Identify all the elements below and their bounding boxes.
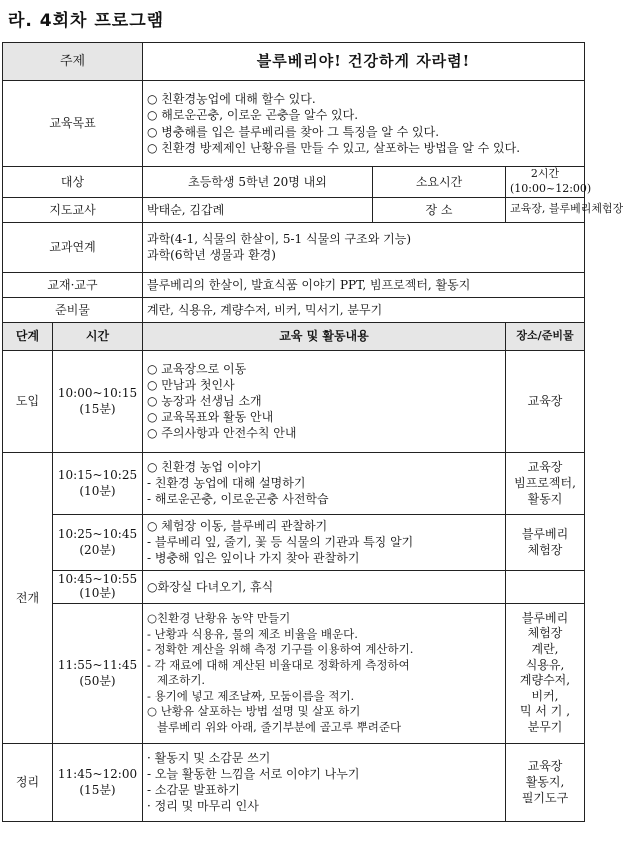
stage-cell: 전개 [3, 452, 53, 743]
content-line: - 정확한 계산을 위해 측정 기구를 이용하여 계산하기. [147, 642, 414, 657]
time-duration: (10분) [79, 484, 116, 499]
content-line: - 소감문 발표하기 [147, 783, 240, 798]
table-row [3, 452, 585, 514]
teacher-label: 지도교사 [3, 197, 143, 222]
content-line: ○ 교육목표와 활동 안내 [147, 410, 274, 425]
content-line: · 정리 및 마무리 인사 [147, 799, 259, 814]
place-cell [506, 603, 585, 743]
time-range: 10:45~10:55 [57, 571, 138, 586]
teacher-row [3, 197, 585, 222]
place-line: 분무기 [527, 719, 563, 734]
place-line: 계란, [531, 642, 559, 656]
duration-value: 2시간(10:00~12:00) [506, 167, 585, 198]
time-cell [53, 514, 143, 570]
content-line: ○ 주의사항과 안전수칙 안내 [147, 426, 297, 441]
time-range: 10:00~10:15 [57, 386, 138, 400]
col-content: 교육 및 활동내용 [143, 322, 506, 350]
content-line: · 활동지 및 소감문 쓰기 [147, 750, 271, 765]
place-line: 체험장 [527, 626, 563, 641]
col-time: 시간 [53, 322, 143, 350]
content-line: ○ 체험장 이동, 블루베리 관찰하기 [147, 518, 328, 533]
goal-item: ○ 해로운곤충, 이로운 곤충을 알수 있다. [147, 108, 359, 123]
content-line: ○ 만남과 첫인사 [147, 377, 235, 392]
content-line: - 친환경 농업에 대해 설명하기 [147, 476, 306, 491]
content-line: ○ 난황유 살포하는 방법 설명 및 살포 하기 [147, 704, 361, 719]
stage-cell: 정리 [3, 743, 53, 821]
time-duration: (50분) [79, 674, 116, 689]
content-line: ○ 교육장으로 이동 [147, 361, 247, 376]
place-line: 교육장 [527, 758, 563, 773]
content-line: - 병충해 입은 잎이나 가지 찾아 관찰하기 [147, 551, 360, 566]
stage-cell: 도입 [3, 350, 53, 452]
place-value: 교육장, 블루베리체험장 [506, 197, 585, 222]
place-line: 블루베리 [521, 527, 569, 541]
place-label: 장 소 [373, 197, 506, 222]
teacher-value: 박태순, 김갑례 [143, 197, 373, 222]
column-header-row [3, 322, 585, 350]
target-row [3, 167, 585, 198]
program-table [2, 42, 623, 822]
time-cell [53, 350, 143, 452]
place-cell [506, 350, 585, 452]
place-line: 활동지, [525, 775, 565, 790]
prep-value: 계란, 식용유, 계량수저, 비커, 믹서기, 분무기 [143, 297, 585, 322]
place-line: 믹 서 기 , [519, 704, 571, 719]
content-line: ○ 농장과 선생님 소개 [147, 394, 262, 409]
target-label: 대상 [3, 167, 143, 198]
goals-label: 교육목표 [3, 81, 143, 167]
table-row [3, 570, 585, 603]
place-line: 필기도구 [521, 791, 569, 806]
content-line: - 용기에 넣고 제조날짜, 모둠이름을 적기. [147, 688, 355, 703]
content-line: 블루베리 위와 아래, 줄기부분에 골고루 뿌려준다 [157, 719, 402, 734]
col-stage: 단계 [3, 322, 53, 350]
place-line: 교육장 [527, 394, 563, 409]
curriculum-label: 교과연계 [3, 222, 143, 272]
time-duration: (15분) [79, 783, 116, 798]
materials-row [3, 272, 585, 297]
place-cell [506, 514, 585, 570]
content-cell [143, 570, 506, 603]
time-range: 11:55~11:45 [57, 658, 138, 672]
section-heading: 라. 4회차 프로그램 [8, 11, 165, 31]
time-cell [53, 452, 143, 514]
time-cell [53, 603, 143, 743]
place-line: 블루베리 [521, 610, 569, 625]
time-duration: (10분) [79, 585, 116, 600]
content-line: - 오늘 활동한 느낌을 서로 이야기 나누기 [147, 767, 360, 781]
place-line: 활동지 [527, 492, 563, 507]
place-line: 체험장 [527, 543, 563, 558]
content-cell [143, 514, 506, 570]
place-line: 식용유, [525, 657, 565, 672]
goal-item: ○ 친환경 방제제인 난황유를 만들 수 있고, 살포하는 방법을 알 수 있다. [147, 140, 521, 155]
table-row [3, 514, 585, 570]
prep-label: 준비물 [3, 297, 143, 322]
time-range: 11:45~12:00 [57, 767, 138, 781]
time-duration: (15분) [79, 402, 116, 417]
content-cell [143, 452, 506, 514]
prep-row [3, 297, 585, 322]
table-row [3, 603, 585, 743]
col-place: 장소/준비물 [506, 322, 585, 350]
table-row [3, 743, 585, 821]
content-line: - 각 재료에 대해 계산된 비율대로 정확하게 측정하여 [147, 657, 410, 672]
place-cell [506, 743, 585, 821]
curriculum-item: 과학(4-1, 식물의 한살이, 5-1 식물의 구조와 기능) [147, 232, 412, 246]
content-line: ○화장실 다녀오기, 휴식 [147, 579, 274, 594]
topic-row [3, 43, 585, 81]
goal-item: ○ 병충해를 입은 블루베리를 찾아 그 특징을 알 수 있다. [147, 124, 440, 139]
materials-value: 블루베리의 한살이, 발효식품 이야기 PPT, 빔프로젝터, 활동지 [143, 272, 585, 297]
materials-label: 교재·교구 [3, 272, 143, 297]
place-line: 빔프로젝터, [514, 476, 576, 491]
place-cell [506, 570, 585, 603]
time-range: 10:15~10:25 [57, 468, 138, 482]
content-line: ○ 친환경 농업 이야기 [147, 459, 262, 474]
topic-label: 주제 [3, 43, 143, 81]
time-cell [53, 743, 143, 821]
duration-label: 소요시간 [373, 167, 506, 198]
place-cell [506, 452, 585, 514]
goal-item: ○ 친환경농업에 대해 할수 있다. [147, 92, 316, 107]
curriculum-row [3, 222, 585, 272]
time-duration: (20분) [79, 543, 116, 558]
content-line: - 블루베리 잎, 줄기, 꽃 등 식물의 기관과 특징 알기 [147, 535, 414, 550]
content-line: - 난황과 식용유, 물의 제조 비율을 배운다. [147, 626, 358, 641]
topic-value: 블루베리야! 건강하게 자라렴! [143, 43, 585, 81]
content-cell [143, 743, 506, 821]
content-line: ○친환경 난황유 농약 만들기 [147, 611, 291, 626]
content-line: - 해로운곤충, 이로운곤충 사전학습 [147, 492, 329, 507]
goals-row [3, 81, 585, 167]
content-line: 제조하기. [157, 673, 206, 688]
table-row [3, 350, 585, 452]
target-value: 초등학생 5학년 20명 내외 [143, 167, 373, 198]
time-range: 10:25~10:45 [57, 527, 138, 541]
content-cell [143, 603, 506, 743]
place-line: 교육장 [527, 459, 563, 474]
place-line: 비커, [531, 688, 559, 703]
curriculum-list [143, 222, 585, 272]
content-cell [143, 350, 506, 452]
goals-list [143, 81, 585, 167]
curriculum-item: 과학(6학년 생물과 환경) [147, 248, 276, 263]
time-cell [53, 570, 143, 603]
place-line: 계량수저, [519, 673, 571, 688]
